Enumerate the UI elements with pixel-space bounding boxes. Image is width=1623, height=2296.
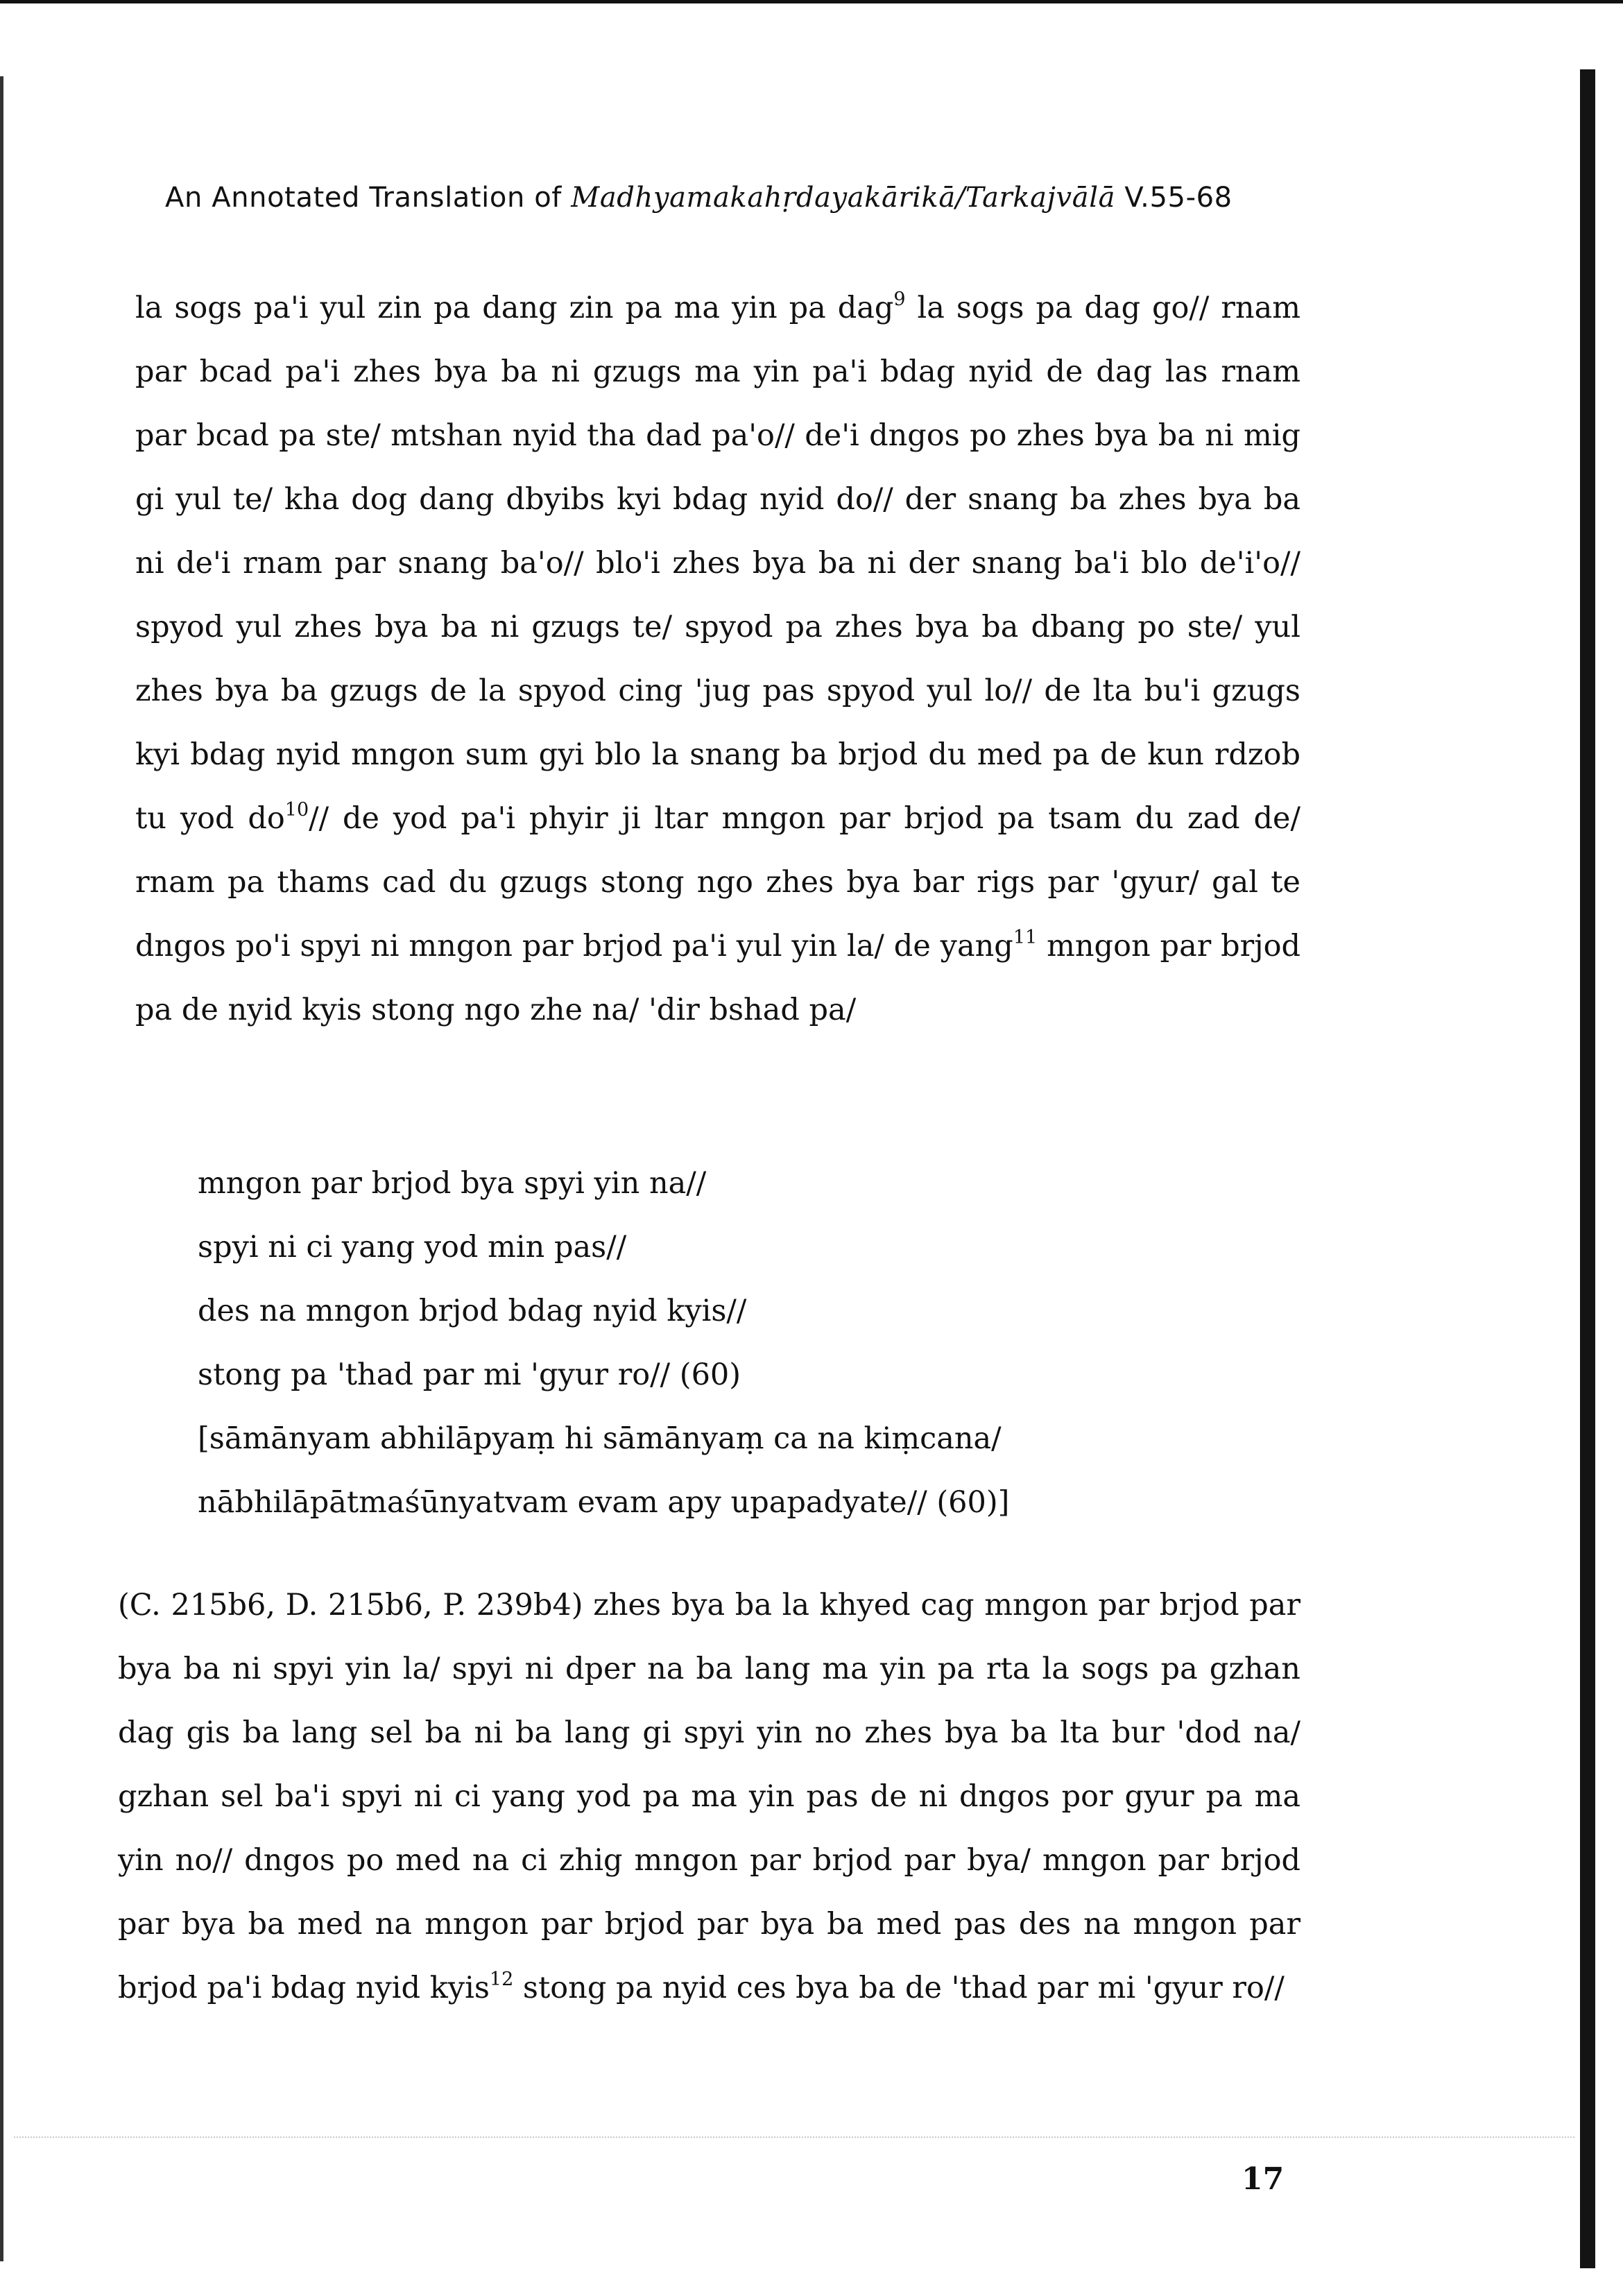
footnote-marker: 12 [489,1969,514,1990]
verse-line-sanskrit: nābhilāpātmaśūnyatvam evam apy upapadyate// (60)] [198,1485,1010,1520]
verse-line: stong pa 'thad par mi 'gyur ro// (60) [198,1357,741,1392]
text-run: la sogs pa'i yul zin pa dang zin pa ma yin pa dag [135,291,894,325]
scan-top-border [0,0,1623,3]
footnote-marker: 9 [893,289,906,310]
scan-right-edge [1580,69,1595,2268]
text-run: // de yod pa'i phyir ji ltar mngon par brjod pa tsam du zad de/ rnam pa thams cad du gzugs stong ngo zhes bya bar rigs par 'gyur/ gal te dngos po'i spyi ni mngon par brjod pa'i yul yin la/ de yang [135,801,1300,963]
verse-line-sanskrit: [sāmānyam abhilāpyaṃ hi sāmānyaṃ ca na kiṃcana/ [198,1421,1002,1456]
page-number: 17 [1242,2161,1285,2197]
verse-block [198,1151,1099,1534]
footnote-marker: 10 [284,799,309,821]
text-run: la sogs pa dag go// rnam par bcad pa'i zhes bya ba ni gzugs ma yin pa'i bdag nyid de dag las rnam par bcad pa ste/ mtshan nyid tha dad pa'o// de'i dngos po zhes bya ba ni mig gi yul te/ kha dog dang dbyibs kyi bdag nyid do// der snang ba zhes bya ba ni de'i rnam par snang ba'o// blo'i zhes bya ba ni der snang ba'i blo de'i'o// spyod yul zhes bya ba ni gzugs te/ spyod pa zhes bya ba dbang po ste/ yul zhes bya ba gzugs de la spyod cing 'jug pas spyod yul lo// de lta bu'i gzugs kyi bdag nyid mngon sum gyi blo la snang ba brjod du med pa de kun rdzob tu yod do [135,291,1300,836]
running-head [165,182,1303,214]
scan-left-edge [0,76,3,2261]
text-run: (C. 215b6, D. 215b6, P. 239b4) zhes bya ba la khyed cag mngon par brjod par bya ba ni spyi yin la/ spyi ni dper na ba lang ma yin pa rta la sogs pa gzhan dag gis ba lang sel ba ni ba lang gi spyi yin no zhes bya ba lta bur 'dod na/ gzhan sel ba'i spyi ni ci yang yod pa ma yin pas de ni dngos por gyur pa ma yin no// dngos po med na ci zhig mngon par brjod par bya/ mngon par brjod par bya ba med na mngon par brjod par bya ba med pas des na mngon par brjod pa'i bdag nyid kyis [118,1588,1300,2005]
verse-line: mngon par brjod bya spyi yin na// [198,1166,707,1201]
verse-line: spyi ni ci yang yod min pas// [198,1230,627,1265]
running-head-suffix: V.55-68 [1115,182,1233,214]
footnote-marker: 11 [1013,927,1038,948]
commentary-paragraph-1 [135,276,1300,1042]
commentary-paragraph-2 [118,1573,1300,2020]
text-run: stong pa nyid ces bya ba de 'thad par mi 'gyur ro// [513,1971,1285,2005]
running-head-prefix: An Annotated Translation of [165,182,572,214]
verse-line: des na mngon brjod bdag nyid kyis// [198,1294,747,1328]
running-head-title: Madhyamakahṛdayakārikā/Tarkajvālā [571,182,1116,214]
scan-bottom-artifact [14,2136,1574,2138]
text-run: mngon par brjod pa de nyid kyis stong ngo zhe na/ 'dir bshad pa/ [135,929,1300,1027]
